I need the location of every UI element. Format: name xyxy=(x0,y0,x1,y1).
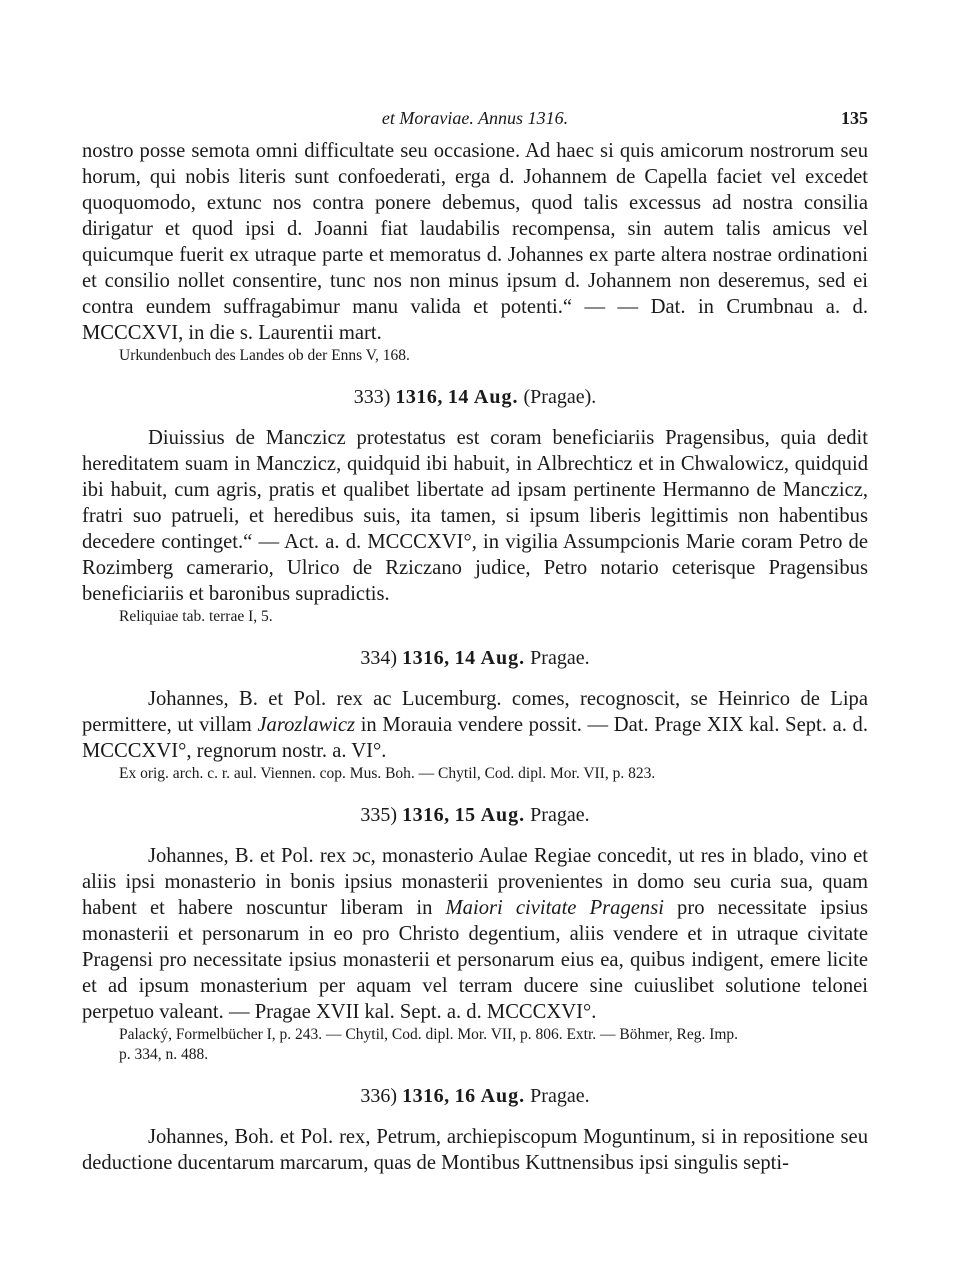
entry-day: 14 xyxy=(447,386,469,408)
entry-month: Aug. xyxy=(473,386,519,408)
entry-place: Pragae. xyxy=(530,647,590,669)
entry-text-part: pro necessitate ipsius monasterii et personarum in eo pro Christo degentium, aliis vendere et in utraque civitate Pragensi pro necessitate ipsius monasterii et personarum eius ea, quibus indigent, emere licite et ad ipsum monasterium per aquam vel terram ducere sine cuiuslibet solutione telonei perpetuo valeant. — Pragae XVII kal. Sept. a. d. MCCCXVI°. xyxy=(82,897,869,1023)
entry-text-part: Johannes, B. et Pol. rex ac Lucemburg. comes, recognoscit, se Heinrico de Lipa permittere, ut villam xyxy=(82,688,868,736)
entry-text-italic: Maiori civitate Pragensi xyxy=(445,897,664,919)
entry-month: Aug. xyxy=(480,647,526,669)
entry-text-336: Johannes, Boh. et Pol. rex, Petrum, archiepiscopum Moguntinum, si in repositione seu deductione ducentarum marcarum, quas de Montibus Kuttnensibus ipsi singulis septi- xyxy=(82,1126,868,1174)
continuation-paragraph: nostro posse semota omni difficultate seu occasione. Ad haec si quis amicorum nostrorum seu horum, qui nobis literis sunt confoederati, erga d. Johannem de Capella faciet vel excedet quoquomodo, extunc nos contra ponere debemus, quod talis excessus ad nostra consilia dirigatur et quod ipsi d. Joanni fiat laudabilis recompensa, sin autem talis amicus vel quicumque fuerit ex utraque parte et memoratus d. Johannes ex parte altera nostrae ordinationi et consilio nollet consentire, tunc nos non minus ipsum d. Johannem non deseremus, sed ei contra eundem suffragabimur manu valida et potenti.“ — — Dat. in Crumbnau a. d. MCCCXVI, in die s. Laurentii mart. xyxy=(82,140,868,344)
running-title: et Moraviae. Annus 1316. xyxy=(381,108,569,128)
entry-source-333: Reliquiae tab. terrae I, 5. xyxy=(119,608,273,625)
entry-heading-333 xyxy=(82,386,868,409)
page-number: 135 xyxy=(841,108,868,128)
source-line: Palacký, Formelbücher I, p. 243. — Chytil, Cod. dipl. Mor. VII, p. 806. Extr. — Böhmer, Reg. Imp. xyxy=(119,1026,739,1043)
entry-year: 1316, xyxy=(402,1085,450,1107)
entry-heading-335 xyxy=(82,804,868,827)
entry-month: Aug. xyxy=(480,1085,526,1107)
entry-heading-336 xyxy=(82,1085,868,1108)
entry-source-335 xyxy=(82,1025,868,1065)
source-line: p. 334, n. 488. xyxy=(119,1046,209,1063)
entry-number: 333) xyxy=(353,386,391,408)
entry-place: (Pragae). xyxy=(523,386,597,408)
entry-text-334 xyxy=(82,686,868,764)
entry-number: 334) xyxy=(360,647,398,669)
document-page xyxy=(82,108,868,1176)
entry-place: Pragae. xyxy=(530,1085,590,1107)
entry-day: 15 xyxy=(454,804,476,826)
entry-number: 336) xyxy=(360,1085,398,1107)
entry-month: Aug. xyxy=(480,804,526,826)
entry-year: 1316, xyxy=(395,386,443,408)
entry-year: 1316, xyxy=(402,647,450,669)
entry-heading-334 xyxy=(82,647,868,670)
entry-text-italic: Jarozlawicz xyxy=(257,714,356,736)
entry-number: 335) xyxy=(360,804,398,826)
entry-year: 1316, xyxy=(402,804,450,826)
entry-place: Pragae. xyxy=(530,804,590,826)
entry-day: 14 xyxy=(454,647,476,669)
entry-text-335 xyxy=(82,843,868,1025)
entry-text-333: Diuissius de Manczicz protestatus est coram beneficiariis Pragensibus, quia dedit hereditatem suam in Manczicz, quidquid ibi habuit, in Albrechticz et in Chwalowicz, quidquid ibi habuit, cum agris, pratis et qualibet libertate ad ipsam pertinente Hermanno de Manczicz, fratri suo patrueli, et heredibus suis, ita tamen, si ipsum liberis legittimis non habentibus decedere continget.“ — Act. a. d. MCCCXVI°, in vigilia Assumpcionis Marie coram Petro de Rozimberg camerario, Ulrico de Rziczano judice, Petro notario ceterisque Pragensibus beneficiariis et baronibus supradictis. xyxy=(82,427,868,605)
running-header xyxy=(82,108,868,138)
entry-day: 16 xyxy=(454,1085,476,1107)
entry-text-part: Johannes, B. et Pol. rex ɔc, monasterio Aulae Regiae concedit, ut res in blado, vino et aliis ipsi monasterio in bonis ipsius monasterii provenientes in domo seu curia sua, quam habent et habere noscuntur liberam in xyxy=(82,845,868,919)
entry-source-334: Ex orig. arch. c. r. aul. Viennen. cop. Mus. Boh. — Chytil, Cod. dipl. Mor. VII, p. 823. xyxy=(119,765,656,782)
continuation-source: Urkundenbuch des Landes ob der Enns V, 168. xyxy=(119,347,410,364)
entry-text-part: in Morauia vendere possit. — Dat. Prage XIX kal. Sept. a. d. MCCCXVI°, regnorum nostr. a. VI°. xyxy=(82,714,868,762)
